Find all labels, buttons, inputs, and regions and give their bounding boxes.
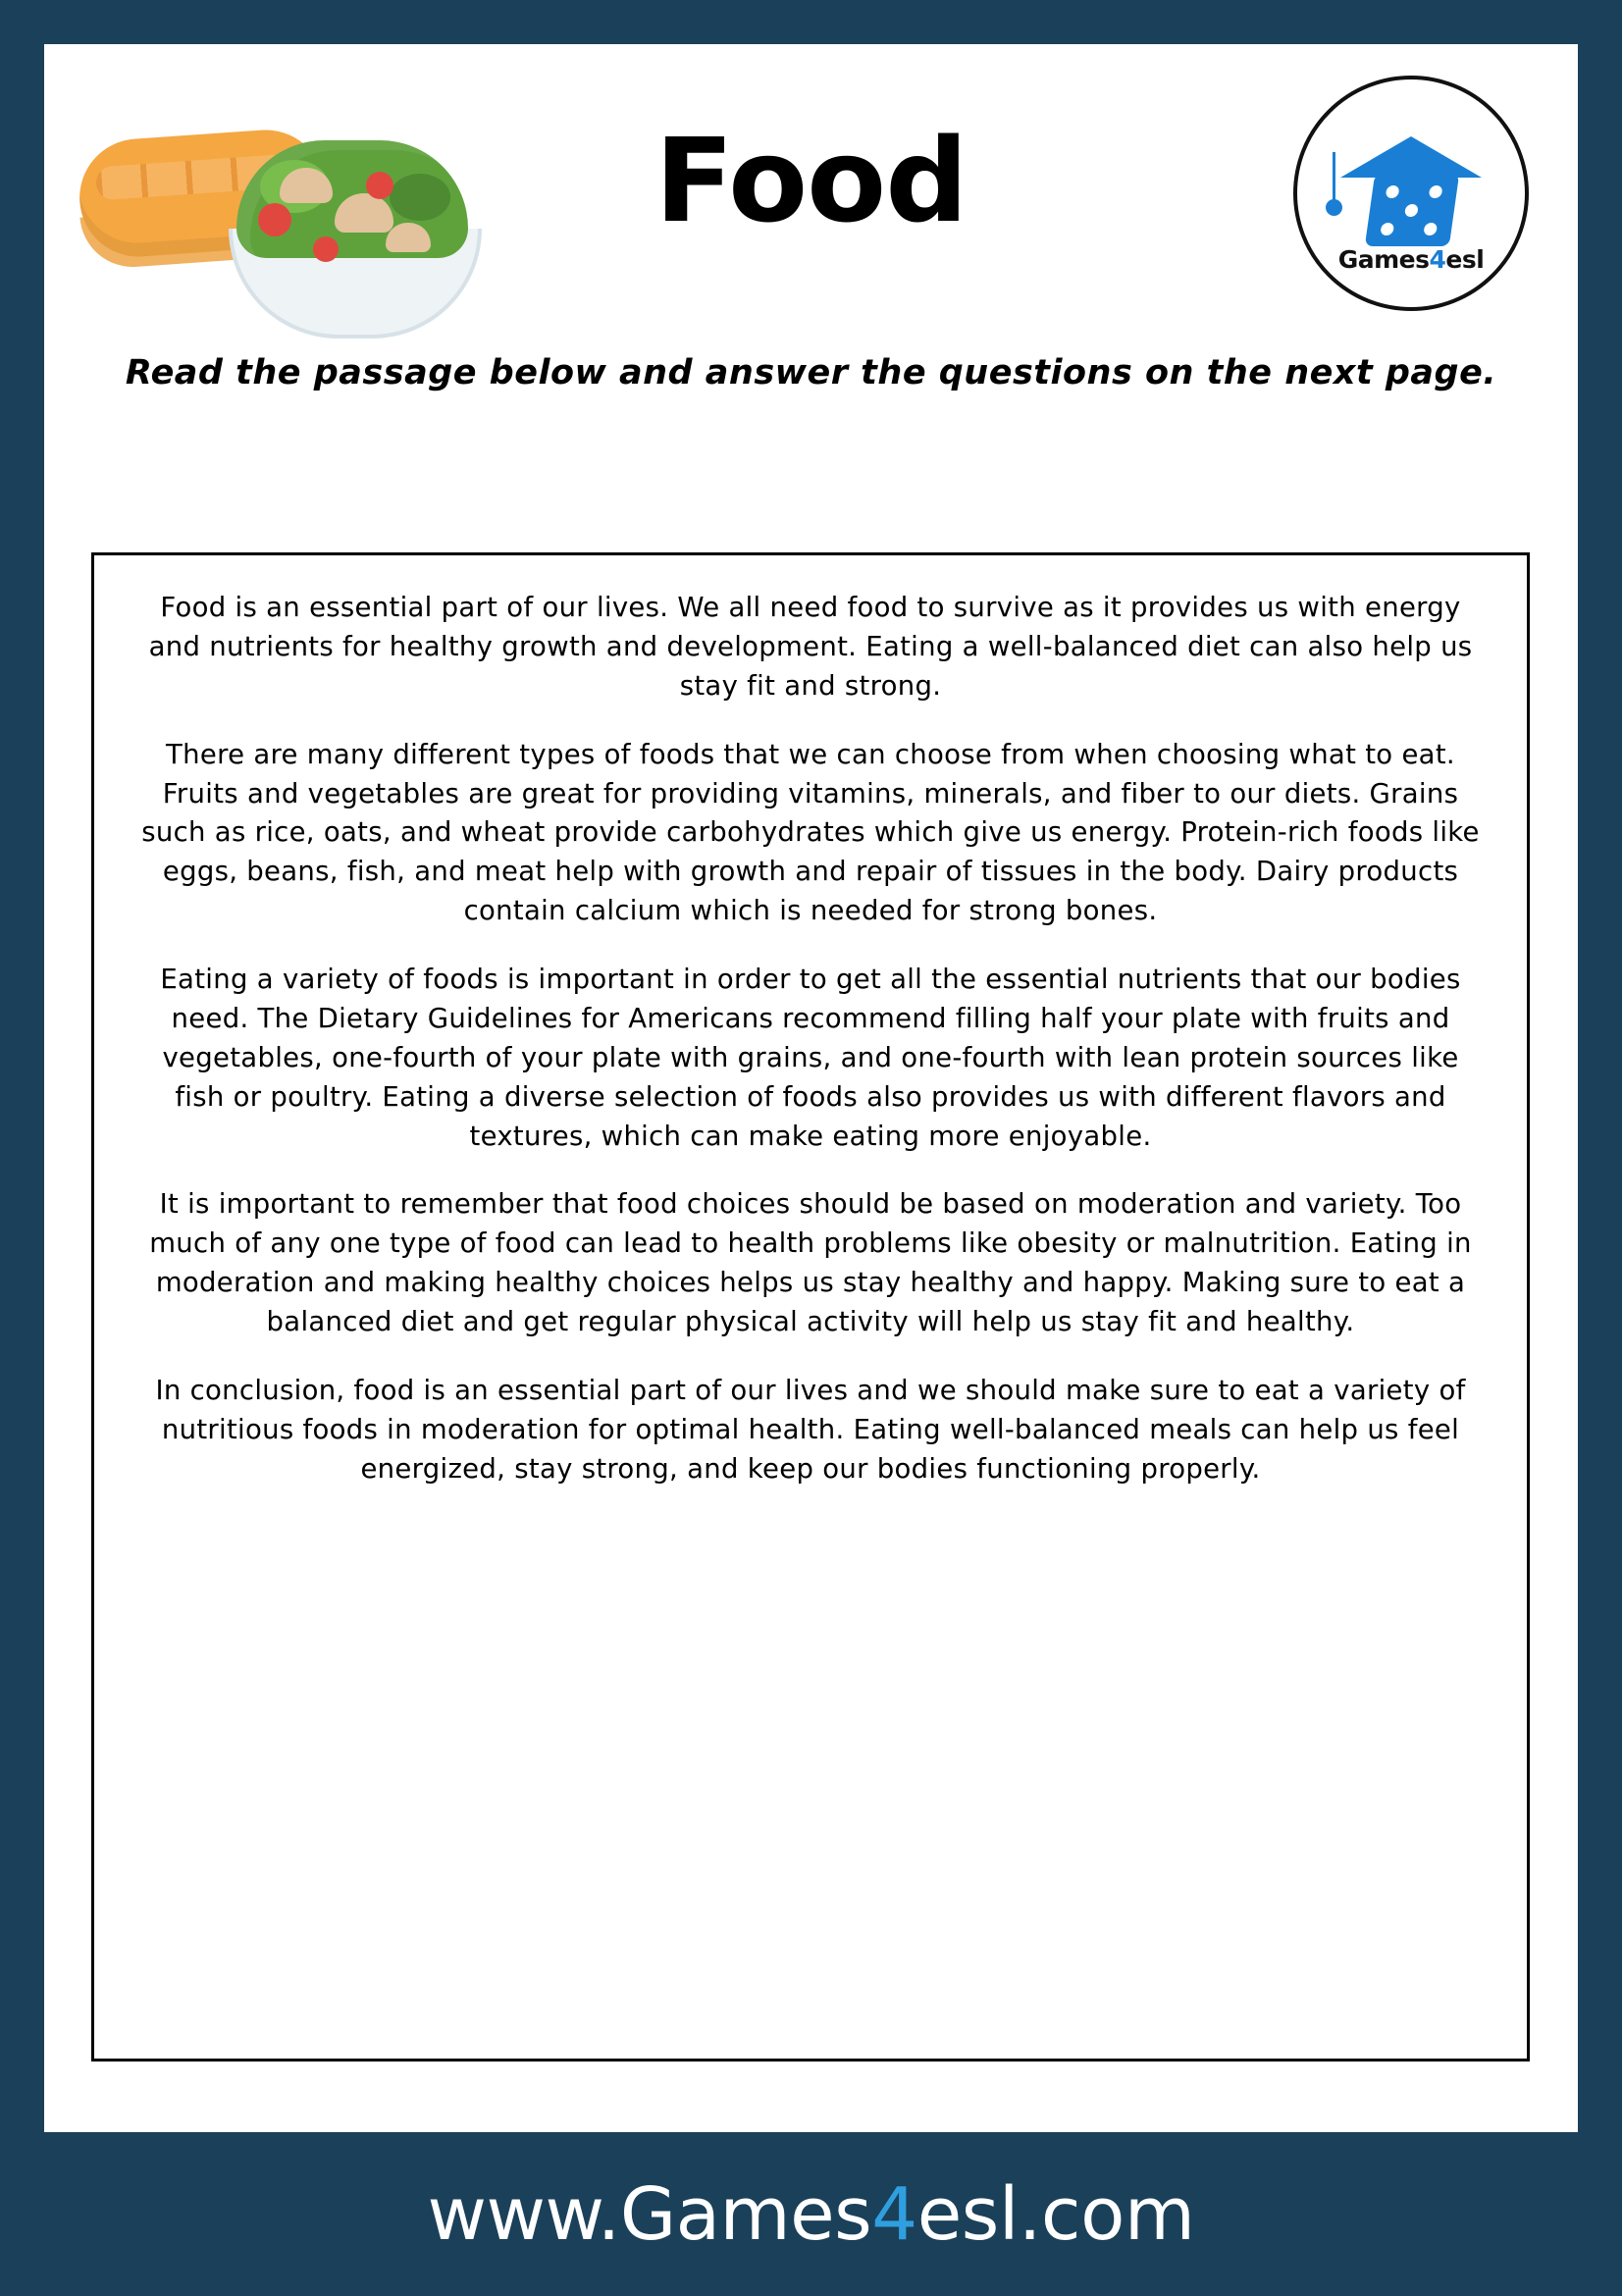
passage-paragraph: There are many different types of foods that we can choose from when choosing what to eat. Fruits and vegetables are great for providing vitamins, minerals, and fiber to our diets. Grains such as rice, oats, and wheat provide carbohydrates which give us energy. Protein-rich foods like eggs, beans, fish, and meat help with growth and repair of tissues in the body. Dairy products contain calcium which is needed for strong bones. (141, 738, 1480, 927)
passage-paragraph: Food is an essential part of our lives. We all need food to survive as it provides us with energy and nutrients for healthy growth and development. Eating a well-balanced diet can also help us stay fit and strong. (148, 592, 1473, 702)
page-title: Food (654, 113, 968, 248)
tomato-icon (313, 236, 339, 262)
graduation-cap-icon (1340, 136, 1482, 178)
header (44, 44, 1578, 339)
footer-text-after: esl.com (916, 2171, 1195, 2257)
footer (0, 2132, 1622, 2296)
footer-text-before: www.Games (427, 2171, 872, 2257)
die-icon (1365, 174, 1459, 246)
passage-paragraph: In conclusion, food is an essential part of our lives and we should make sure to eat a variety of nutritious foods in moderation for optimal health. Eating well-balanced meals can help us feel energized, stay strong, and keep our bodies functioning properly. (155, 1374, 1466, 1485)
die-pip (1380, 223, 1394, 235)
logo-text-after: esl (1445, 245, 1485, 274)
die-pip (1429, 185, 1443, 198)
tassel-cord (1333, 152, 1335, 203)
footer-website (428, 2172, 1195, 2257)
tassel-ball (1326, 199, 1342, 216)
footer-text-accent: 4 (871, 2171, 917, 2257)
passage-box (91, 552, 1530, 2061)
worksheet-sheet (44, 44, 1578, 2132)
logo-text-before: Games (1337, 245, 1430, 274)
logo-text (1297, 245, 1525, 274)
instruction-text: Read the passage below and answer the questions on the next page. (125, 353, 1497, 392)
passage-paragraph: It is important to remember that food choices should be based on moderation and variety. Too much of any one type of food can lead to health problems like obesity or malnutrition. Eating in moderation and making healthy choices helps us stay healthy and happy. Making sure to eat a balanced diet and get regular physical activity will help us stay fit and healthy. (149, 1188, 1472, 1337)
passage-text (135, 589, 1486, 1489)
die-pip (1423, 223, 1438, 235)
die-pip (1404, 204, 1419, 217)
logo-text-accent: 4 (1429, 245, 1446, 274)
die-pip (1386, 185, 1400, 198)
games4esl-logo (1293, 76, 1529, 311)
passage-paragraph: Eating a variety of foods is important in order to get all the essential nutrients that our bodies need. The Dietary Guidelines for Americans recommend filling half your plate with fruits and vegetables, one-fourth of your plate with grains, and one-fourth with lean protein sources like fish or poultry. Eating a diverse selection of foods also provides us with different flavors and textures, which can make eating more enjoyable. (160, 964, 1461, 1152)
